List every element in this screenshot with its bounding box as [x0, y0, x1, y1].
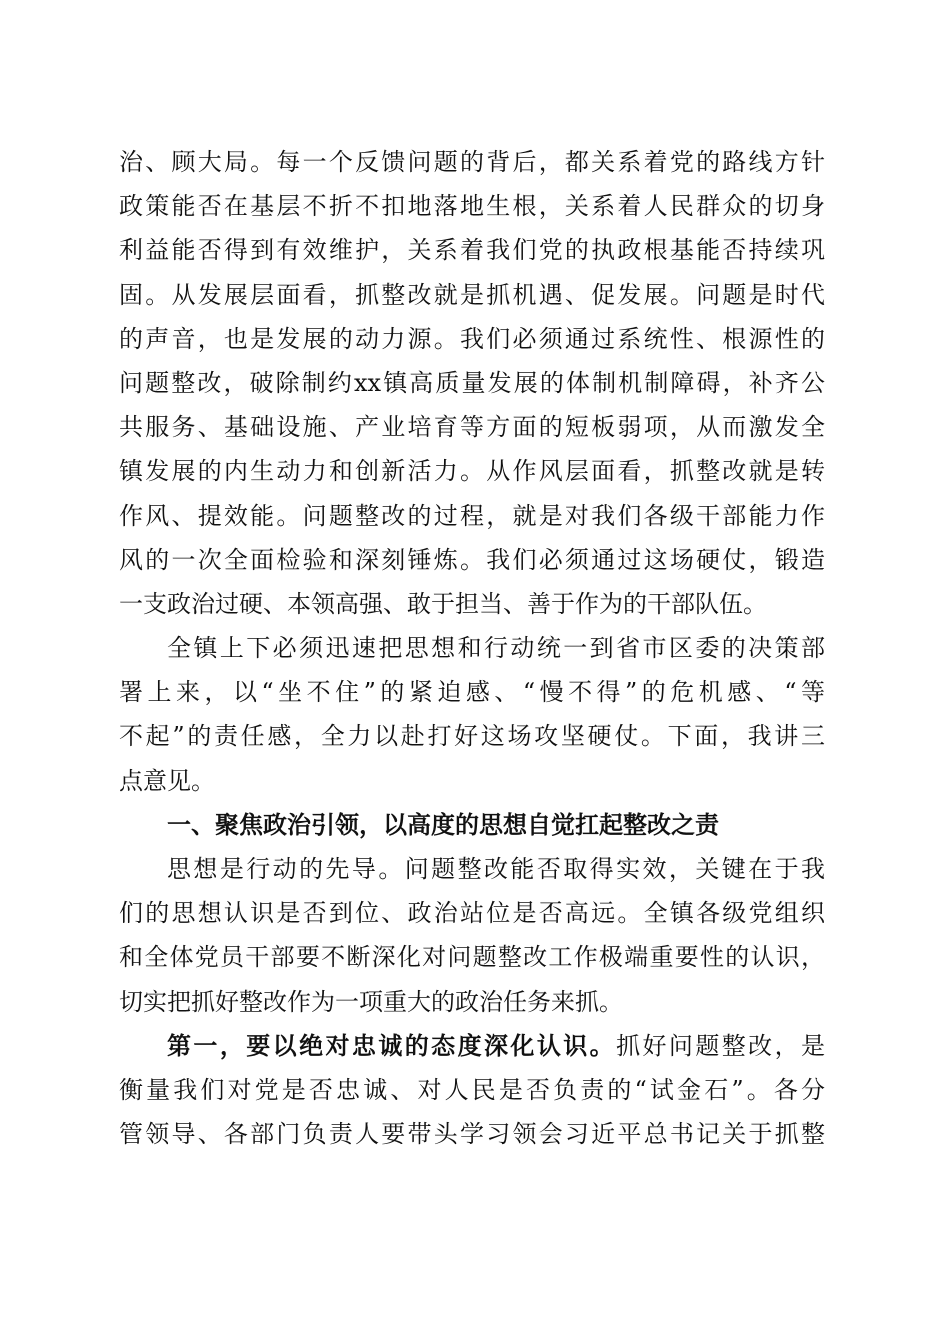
paragraph-line: 的声音，也是发展的动力源。我们必须通过系统性、根源性的: [119, 324, 825, 353]
paragraph-2: [119, 626, 825, 803]
paragraph-line: 衡量我们对党是否忠诚、对人民是否负责的“试金石”。各分: [119, 1075, 825, 1104]
paragraph-line: 共服务、基础设施、产业培育等方面的短板弱项，从而激发全: [119, 413, 825, 442]
paragraph-line: 风的一次全面检验和深刻锤炼。我们必须通过这场硬仗，锻造: [119, 545, 825, 574]
paragraph-line: 问题整改，破除制约xx镇高质量发展的体制机制障碍，补齐公: [119, 368, 825, 397]
paragraph-line: 固。从发展层面看，抓整改就是抓机遇、促发展。问题是时代: [119, 280, 825, 309]
paragraph-line: 一支政治过硬、本领高强、敢于担当、善于作为的干部队伍。: [119, 589, 767, 618]
paragraph-line: 切实把抓好整改作为一项重大的政治任务来抓。: [119, 987, 623, 1016]
paragraph-line: 治、顾大局。每一个反馈问题的背后，都关系着党的路线方针: [119, 148, 825, 176]
paragraph-line: 政策能否在基层不折不扣地落地生根，关系着人民群众的切身: [119, 192, 825, 221]
paragraph-line: 们的思想认识是否到位、政治站位是否高远。全镇各级党组织: [119, 899, 825, 928]
paragraph-line: 利益能否得到有效维护，关系着我们党的执政根基能否持续巩: [119, 236, 825, 265]
paragraph-line: 点意见。: [119, 766, 215, 795]
paragraph-line: 管领导、各部门负责人要带头学习领会习近平总书记关于抓整: [119, 1120, 825, 1149]
paragraph-line: 和全体党员干部要不断深化对问题整改工作极端重要性的认识，: [119, 943, 825, 972]
section-heading: 一、聚焦政治引领，以高度的思想自觉扛起整改之责: [167, 810, 719, 839]
lead-sentence: 第一，要以绝对忠诚的态度深化认识。: [167, 1031, 617, 1060]
paragraph-1: [119, 140, 825, 626]
line-continuation: 抓好问题整改，是: [616, 1031, 825, 1060]
paragraph-line: 镇发展的内生动力和创新活力。从作风层面看，抓整改就是转: [119, 457, 825, 486]
paragraph-line: 不起”的责任感，全力以赴打好这场攻坚硬仗。下面，我讲三: [119, 722, 825, 751]
paragraph-3: [119, 847, 825, 1024]
paragraph-line: 作风、提效能。问题整改的过程，就是对我们各级干部能力作: [119, 501, 825, 530]
paragraph-4: [119, 1024, 825, 1157]
paragraph-line: 思想是行动的先导。问题整改能否取得实效，关键在于我: [167, 855, 825, 883]
paragraph-line: 署上来，以“坐不住”的紧迫感、“慢不得”的危机感、“等: [119, 678, 825, 707]
paragraph-line: [119, 1024, 825, 1068]
document-page: [119, 140, 825, 1156]
paragraph-line: 全镇上下必须迅速把思想和行动统一到省市区委的决策部: [167, 634, 825, 663]
